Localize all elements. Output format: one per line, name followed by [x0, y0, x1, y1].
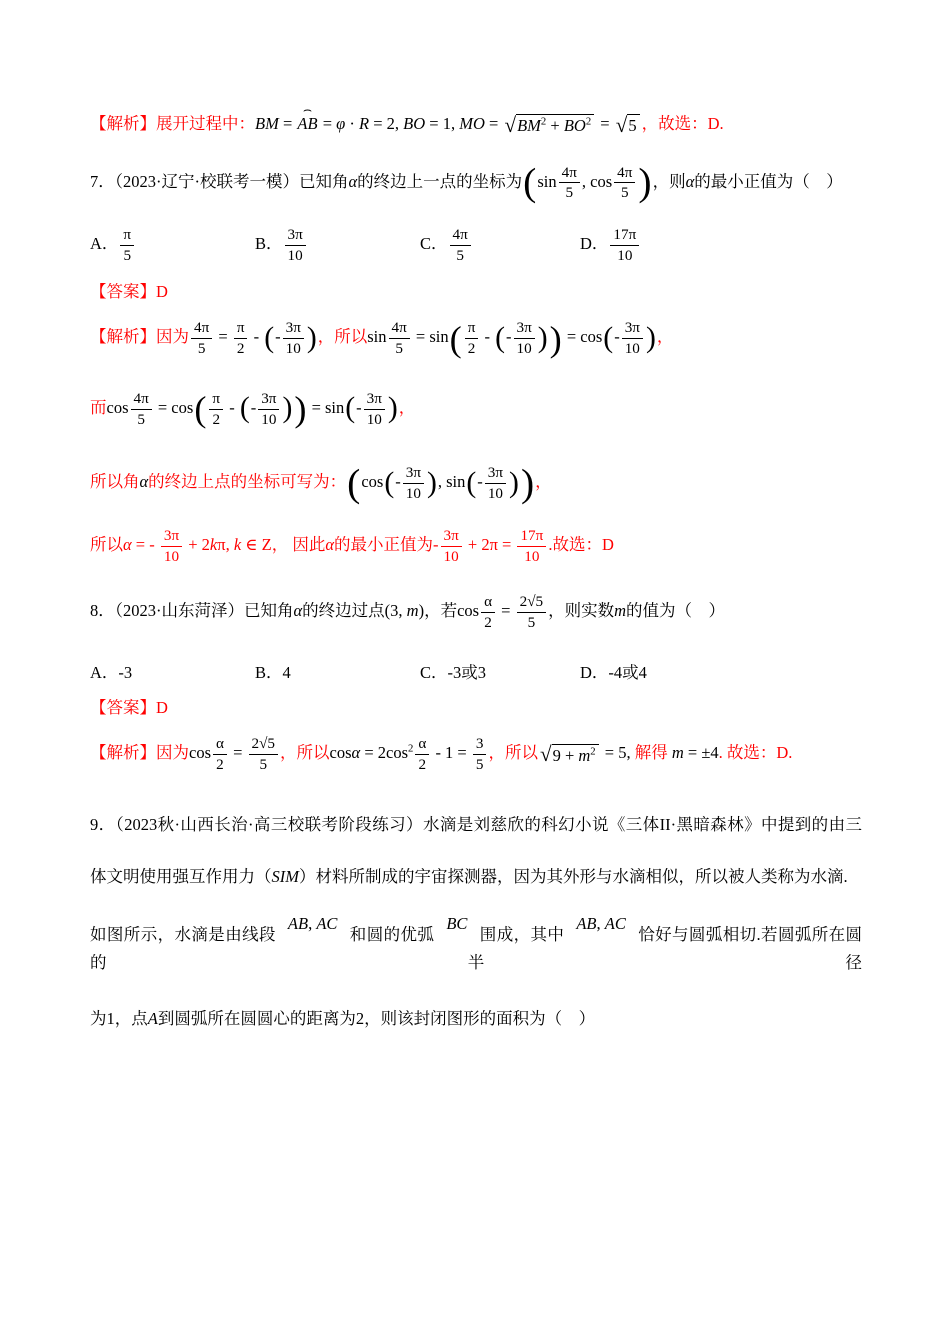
- fraction-denominator: 10: [487, 485, 503, 503]
- fraction-denominator: 5: [123, 246, 132, 264]
- math-fraction: [465, 318, 479, 358]
- math-fraction: [120, 225, 134, 265]
- fraction-numerator: 3π: [283, 318, 304, 339]
- text-run: A．: [90, 234, 119, 254]
- math-fraction: [249, 734, 279, 774]
- fraction-denominator: 5: [527, 614, 536, 632]
- fraction-denominator: 5: [456, 246, 464, 264]
- math-fraction: [258, 389, 279, 429]
- paren: (: [384, 466, 395, 499]
- question-8-options-row: [90, 661, 862, 686]
- fraction-numerator: 4π: [131, 389, 152, 410]
- text-run: = ±4: [683, 743, 719, 763]
- fraction-denominator: 2: [236, 340, 245, 358]
- fraction-denominator: 10: [405, 485, 421, 503]
- text-run: ,: [596, 913, 605, 933]
- math-fraction: [389, 318, 410, 358]
- text-run: 7．（2023·辽宁·校联考一模）已知角: [90, 171, 349, 191]
- fraction-denominator: 2: [216, 756, 224, 774]
- text-run: =: [484, 114, 503, 133]
- fraction-numerator: 2√5: [249, 734, 279, 755]
- paren: (: [345, 392, 356, 425]
- fraction-numerator: 3π: [485, 463, 506, 484]
- fraction-denominator: 10: [366, 410, 382, 428]
- text-run: cos: [361, 472, 384, 492]
- fraction-numerator: π: [120, 225, 134, 246]
- math-fraction: [415, 734, 429, 774]
- paren: ): [638, 160, 652, 205]
- text-run: cos: [189, 743, 211, 763]
- math-sqrt: [504, 114, 594, 136]
- text-run: 5: [628, 116, 637, 136]
- text-run: C．: [420, 234, 448, 254]
- text-run: -: [249, 327, 264, 347]
- text-run: = 2cos: [360, 743, 408, 763]
- text-run: 的最小正值为: [334, 534, 434, 554]
- text-run: =: [596, 114, 614, 133]
- question-6-solution-line: [90, 102, 862, 137]
- fraction-numerator: α: [481, 592, 495, 613]
- text-run: A: [147, 1008, 158, 1028]
- paren: (: [466, 466, 477, 499]
- fraction-numerator: 3π: [161, 526, 182, 547]
- text-run: 围成，其中: [479, 924, 565, 944]
- text-run: -: [433, 534, 439, 554]
- paren: ): [520, 460, 535, 505]
- text-run: AB: [287, 913, 309, 933]
- text-run: +: [546, 116, 564, 136]
- text-run: α: [685, 171, 695, 191]
- text-run: α: [348, 171, 358, 191]
- text-run: =: [278, 114, 297, 133]
- question-7-options-row: [90, 225, 862, 265]
- text-run: 【答案】D: [90, 697, 168, 717]
- fraction-denominator: 5: [395, 340, 403, 358]
- math-fraction: [209, 389, 223, 429]
- paren: ): [306, 321, 317, 354]
- text-run: BM: [255, 114, 279, 133]
- fraction-numerator: 3π: [441, 526, 462, 547]
- radical-sign: √: [539, 741, 552, 766]
- text-run: 【答案】D: [90, 281, 168, 301]
- fraction-numerator: 2√5: [517, 592, 547, 613]
- text-run: φ: [336, 114, 346, 133]
- math-fraction: [622, 318, 643, 358]
- question-7-option-a: [90, 225, 255, 265]
- text-run: =: [228, 743, 247, 763]
- text-run: ）材料所制成的宇宙探测器，因为其外形与水滴相似，所以被人类称为水滴.: [299, 866, 848, 886]
- paren: (: [603, 321, 614, 354]
- superscript: 2: [540, 115, 547, 128]
- math-fraction: [131, 389, 152, 429]
- paren: (: [495, 321, 505, 354]
- fraction-numerator: 4π: [614, 163, 635, 184]
- text-run: ，: [535, 472, 552, 492]
- question-8-option-b: [255, 661, 420, 686]
- text-run: α: [293, 601, 303, 621]
- superscript: 2: [408, 742, 414, 755]
- fraction-denominator: 10: [163, 547, 180, 565]
- fraction-denominator: 5: [620, 184, 629, 202]
- text-run: 9 +: [552, 745, 579, 765]
- text-run: AB: [576, 913, 597, 933]
- math-fraction: [234, 318, 248, 358]
- text-run: A．-3: [90, 662, 133, 682]
- raised-math: [446, 910, 467, 938]
- text-run: 的终边过点: [302, 601, 385, 621]
- fraction-numerator: π: [234, 318, 248, 339]
- question-7-solution-line-4: [90, 526, 862, 566]
- text-run: D．-4或4: [580, 662, 647, 682]
- text-run: -: [356, 397, 362, 417]
- text-run: B．: [255, 234, 283, 254]
- fraction-numerator: 17π: [610, 225, 639, 246]
- text-run: MO: [459, 114, 485, 133]
- math-fraction: [485, 463, 506, 503]
- text-run: k: [209, 534, 218, 554]
- text-run: = cos: [562, 327, 603, 347]
- text-run: AC: [604, 913, 626, 933]
- text-run: sin: [367, 327, 387, 347]
- text-run: cos: [457, 601, 480, 621]
- text-run: cos: [329, 743, 352, 763]
- text-run: ，: [656, 327, 674, 347]
- question-7-option-b: [255, 225, 420, 265]
- fraction-numerator: α: [415, 734, 429, 755]
- text-run: -: [480, 327, 495, 347]
- text-run: ∈ Z: [241, 534, 272, 554]
- text-run: 的最小正值为（ ）: [694, 171, 843, 191]
- fraction-numerator: 4π: [191, 318, 212, 339]
- text-run: 的终边上点的坐标可写为：: [148, 472, 347, 492]
- question-7-stem: [90, 160, 862, 205]
- text-run: m: [406, 601, 419, 621]
- math-fraction: [517, 526, 546, 566]
- radical-sign: √: [615, 112, 628, 137]
- text-run: =: [214, 327, 232, 347]
- math-fraction: [610, 225, 639, 265]
- radicand: [552, 744, 599, 766]
- question-9-line-3: [90, 913, 863, 977]
- text-run: ，若: [424, 601, 458, 621]
- fraction-denominator: 10: [524, 547, 540, 565]
- text-run: 9．（2023秋·山西长治·高三校联考阶段练习）水滴是刘慈欣的科幻小说《三体II·黑暗森林》中提到的由三: [90, 814, 862, 834]
- text-run: C．-3或3: [420, 662, 486, 682]
- text-run: D．: [580, 234, 609, 254]
- math-fraction: [283, 318, 304, 358]
- text-run: ，所以: [280, 743, 330, 763]
- text-run: π,: [217, 534, 234, 554]
- text-run: α: [123, 534, 132, 554]
- fraction-numerator: α: [213, 734, 227, 755]
- text-run: 【解析】展开过程中：: [90, 114, 255, 133]
- math-fraction: [481, 592, 495, 632]
- fraction-denominator: 10: [617, 246, 633, 264]
- paren: (: [347, 460, 361, 505]
- question-7-solution-line-2: [90, 389, 862, 429]
- math-fraction: [473, 734, 487, 774]
- math-fraction: [191, 318, 212, 358]
- text-run: -: [225, 397, 239, 417]
- text-run: , sin: [437, 472, 466, 492]
- question-9-line-1: [90, 811, 862, 839]
- text-run: ，所以: [488, 743, 538, 763]
- text-run: 到圆弧所在圆圆心的距离为2，则该封闭图形的面积为（ ）: [157, 1008, 596, 1028]
- text-run: R: [359, 114, 370, 133]
- text-run: -: [395, 472, 401, 492]
- text-run: ): [418, 601, 425, 621]
- question-7-solution-line-1: [90, 318, 862, 358]
- text-run: ，故选：D.: [641, 114, 724, 133]
- text-run: 为1，点: [90, 1008, 148, 1028]
- math-sqrt: [539, 741, 599, 766]
- text-run: ，所以: [317, 327, 368, 347]
- text-run: BM: [517, 116, 541, 136]
- question-9-paragraph: [90, 811, 862, 1033]
- radical-sign: √: [504, 112, 517, 137]
- text-run: 恰好与圆弧相切.若圆弧所在圆的半径: [90, 924, 863, 972]
- fraction-denominator: 10: [624, 340, 640, 358]
- question-8-solution-line: [90, 734, 862, 774]
- question-9-line-2: [90, 863, 862, 891]
- fraction-denominator: 10: [287, 246, 303, 264]
- text-run: = sin: [411, 327, 449, 347]
- paren: ): [509, 466, 519, 499]
- fraction-numerator: 3π: [285, 225, 306, 246]
- text-run: .故选：D: [548, 534, 614, 554]
- math-fraction: [364, 389, 385, 429]
- text-run: α: [351, 743, 361, 763]
- question-7-answer: [90, 280, 862, 305]
- text-run: = -: [131, 534, 159, 554]
- question-8-answer: [90, 696, 862, 721]
- text-run: 如图所示，水滴是由线段: [90, 924, 276, 944]
- fraction-numerator: π: [465, 318, 479, 339]
- paren: (: [523, 160, 537, 205]
- text-run: m: [671, 743, 684, 763]
- raised-math: [288, 910, 338, 938]
- paren: ): [537, 321, 548, 354]
- text-run: -: [477, 472, 483, 492]
- text-run: k: [233, 534, 242, 554]
- text-run: + 2: [184, 534, 210, 554]
- math-fraction: [441, 526, 462, 566]
- text-run: 的值为（ ）: [626, 601, 726, 621]
- fraction-numerator: 3π: [364, 389, 385, 410]
- text-run: = cos: [153, 397, 194, 417]
- text-run: ， 因此: [271, 534, 326, 554]
- math-fraction: [614, 163, 635, 203]
- paren: ): [282, 392, 293, 425]
- paren: (: [264, 321, 275, 354]
- radicand: [516, 114, 594, 136]
- question-7-option-c: [420, 225, 580, 265]
- paren: ): [294, 388, 307, 429]
- raised-math: [576, 910, 626, 938]
- superscript: 2: [590, 745, 596, 758]
- math-fraction: [514, 318, 535, 358]
- radicand: [627, 114, 639, 136]
- fraction-numerator: 3π: [514, 318, 535, 339]
- question-8-option-d: [580, 661, 647, 686]
- text-run: ，则: [652, 171, 686, 191]
- text-run: -: [614, 327, 620, 347]
- paren: (: [449, 318, 462, 359]
- text-run: = 1,: [425, 114, 460, 133]
- text-run: sin: [537, 171, 557, 191]
- text-run: 【解析】因为: [90, 327, 189, 347]
- text-run: 所以: [90, 534, 123, 554]
- math-fraction: [403, 463, 424, 503]
- question-7-option-d: [580, 225, 641, 265]
- fraction-numerator: 3π: [258, 389, 279, 410]
- fraction-numerator: 3π: [403, 463, 424, 484]
- math-fraction: [517, 592, 547, 632]
- text-run: ，: [398, 397, 416, 417]
- text-run: = sin: [307, 397, 345, 417]
- text-run: α: [139, 472, 149, 492]
- text-run: , cos: [581, 171, 613, 191]
- text-run: BO: [403, 114, 426, 133]
- question-8-option-a: [90, 661, 255, 686]
- math-fraction: [213, 734, 227, 774]
- text-run: BO: [563, 116, 586, 136]
- fraction-denominator: 5: [137, 410, 145, 428]
- text-run: BC: [446, 913, 468, 933]
- paren: ): [427, 466, 437, 499]
- superscript: 2: [585, 115, 592, 128]
- text-run: cos: [106, 397, 129, 417]
- fraction-denominator: 2: [484, 614, 492, 632]
- text-run: + 2π =: [463, 534, 516, 554]
- arc-mark: ⌢: [302, 102, 313, 119]
- arc-over: [297, 102, 318, 137]
- text-run: 的终边上一点的坐标为: [357, 171, 523, 191]
- text-run: 和圆的优弧: [349, 924, 435, 944]
- text-run: m: [614, 601, 627, 621]
- fraction-denominator: 10: [443, 547, 459, 565]
- text-run: =: [497, 601, 515, 621]
- text-run: 8．（2023·山东菏泽）已知角: [90, 601, 294, 621]
- text-run: ,: [308, 913, 317, 933]
- fraction-denominator: 2: [467, 340, 476, 358]
- paren: (: [239, 392, 250, 425]
- text-run: 体文明使用强互作用力（: [90, 866, 272, 886]
- fraction-numerator: 3π: [622, 318, 643, 339]
- fraction-denominator: 5: [475, 756, 484, 774]
- fraction-denominator: 5: [565, 184, 574, 202]
- text-run: 【解析】因为: [90, 743, 189, 763]
- text-run: 而: [90, 397, 107, 417]
- math-fraction: [450, 225, 471, 265]
- arc-body: AB: [297, 114, 318, 133]
- fraction-denominator: 2: [212, 410, 221, 428]
- paren: ): [387, 392, 398, 425]
- text-run: 所以角: [90, 472, 140, 492]
- text-run: m: [578, 745, 591, 765]
- text-run: ·: [345, 114, 360, 133]
- paren: (: [194, 388, 207, 429]
- text-run: 解得: [630, 743, 672, 763]
- paren: ): [645, 321, 656, 354]
- fraction-denominator: 10: [261, 410, 277, 428]
- math-sqrt: [616, 114, 640, 136]
- question-8-stem: [90, 592, 862, 632]
- fraction-numerator: π: [209, 389, 223, 410]
- text-run: - 1 =: [431, 743, 471, 763]
- paren: ): [549, 318, 562, 359]
- fraction-denominator: 10: [516, 340, 532, 358]
- text-run: =: [318, 114, 337, 133]
- text-run: -: [506, 327, 512, 347]
- math-fraction: [285, 225, 306, 265]
- question-9-line-4: [90, 1005, 862, 1033]
- fraction-denominator: 2: [418, 756, 427, 774]
- fraction-numerator: 4π: [389, 318, 410, 339]
- text-run: SIM: [271, 866, 299, 886]
- fraction-numerator: 4π: [559, 163, 580, 184]
- text-run: α: [325, 534, 335, 554]
- math-fraction: [559, 163, 580, 203]
- text-run: = 2,: [369, 114, 404, 133]
- question-7-solution-line-3: [90, 460, 862, 505]
- fraction-denominator: 5: [259, 756, 268, 774]
- text-run: -: [275, 327, 281, 347]
- fraction-numerator: 3: [473, 734, 487, 755]
- text-run: B．4: [255, 662, 291, 682]
- fraction-numerator: 4π: [450, 225, 471, 246]
- text-run: . 故选：D.: [718, 743, 793, 763]
- text-run: ，则实数: [548, 601, 615, 621]
- math-fraction: [161, 526, 182, 566]
- fraction-denominator: 5: [197, 340, 206, 358]
- text-run: -: [250, 397, 257, 417]
- fraction-numerator: 17π: [517, 526, 546, 547]
- fraction-denominator: 10: [285, 340, 301, 358]
- text-run: AC: [316, 913, 338, 933]
- text-run: = 5,: [600, 743, 631, 763]
- question-8-option-c: [420, 661, 580, 686]
- text-run: (3,: [384, 601, 407, 621]
